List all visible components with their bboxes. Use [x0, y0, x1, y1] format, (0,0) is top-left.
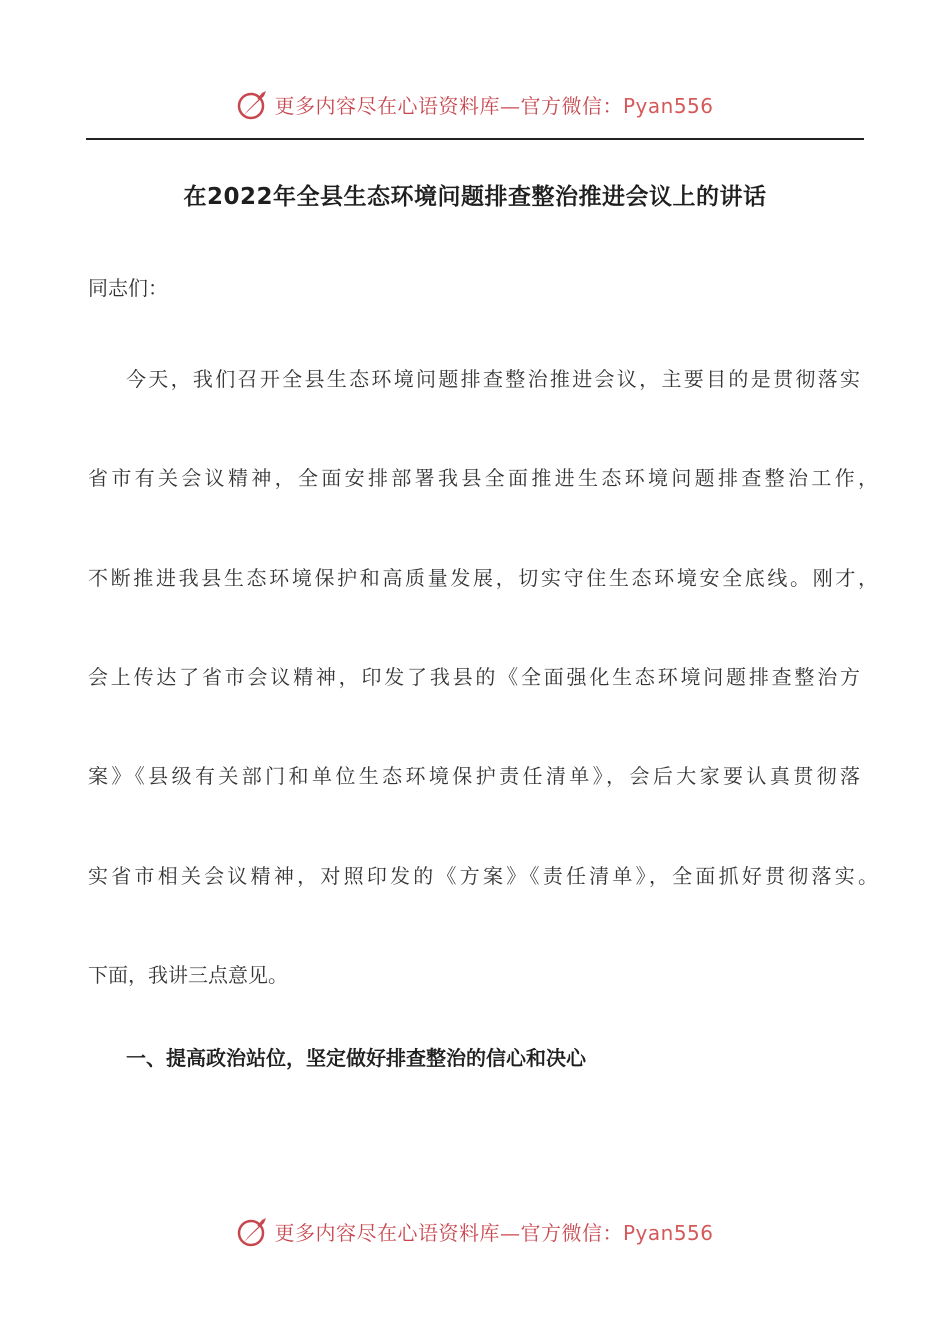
paragraph-line-1: 今天，我们召开全县生态环境问题排查整治推进会议，主要目的是贯彻落实 — [126, 367, 860, 391]
document-title: 在2022年全县生态环境问题排查整治推进会议上的讲话 — [183, 184, 767, 210]
paragraph-line-3: 不断推进我县生态环境保护和高质量发展，切实守住生态环境安全底线。刚才， — [88, 566, 878, 590]
paragraph-line-6: 实省市相关会议精神，对照印发的《方案》《责任清单》，全面抓好贯彻落实。 — [88, 864, 878, 888]
banner-brand: 更多内容尽在心语资料库 — [274, 93, 500, 118]
banner-wechat-id: Pyan556 — [622, 1220, 714, 1245]
paragraph-line-4: 会上传达了省市会议精神，印发了我县的《全面强化生态环境问题排查整治方 — [88, 665, 860, 689]
quill-logo-icon — [236, 87, 270, 121]
banner-text — [274, 90, 713, 119]
banner-wechat-label: 官方微信： — [520, 93, 623, 118]
banner-text — [274, 1217, 713, 1246]
paragraph-line-5: 案》《县级有关部门和单位生态环境保护责任清单》，会后大家要认真贯彻落 — [88, 764, 860, 788]
banner-wechat-label: 官方微信： — [520, 1220, 623, 1245]
header-banner — [0, 84, 950, 124]
footer-banner — [0, 1211, 950, 1251]
paragraph-line-7: 下面，我讲三点意见。 — [88, 963, 288, 987]
paragraph-line-2: 省市有关会议精神，全面安排部署我县全面推进生态环境问题排查整治工作， — [88, 466, 878, 490]
banner-wechat-id: Pyan556 — [622, 93, 714, 118]
quill-logo-icon — [236, 1214, 270, 1248]
banner-dash: — — [499, 93, 521, 118]
banner-dash: — — [499, 1220, 521, 1245]
banner-brand: 更多内容尽在心语资料库 — [274, 1220, 500, 1245]
salutation: 同志们： — [88, 276, 168, 300]
header-rule — [86, 138, 864, 140]
section-heading: 一、提高政治站位，坚定做好排查整治的信心和决心 — [126, 1046, 586, 1070]
